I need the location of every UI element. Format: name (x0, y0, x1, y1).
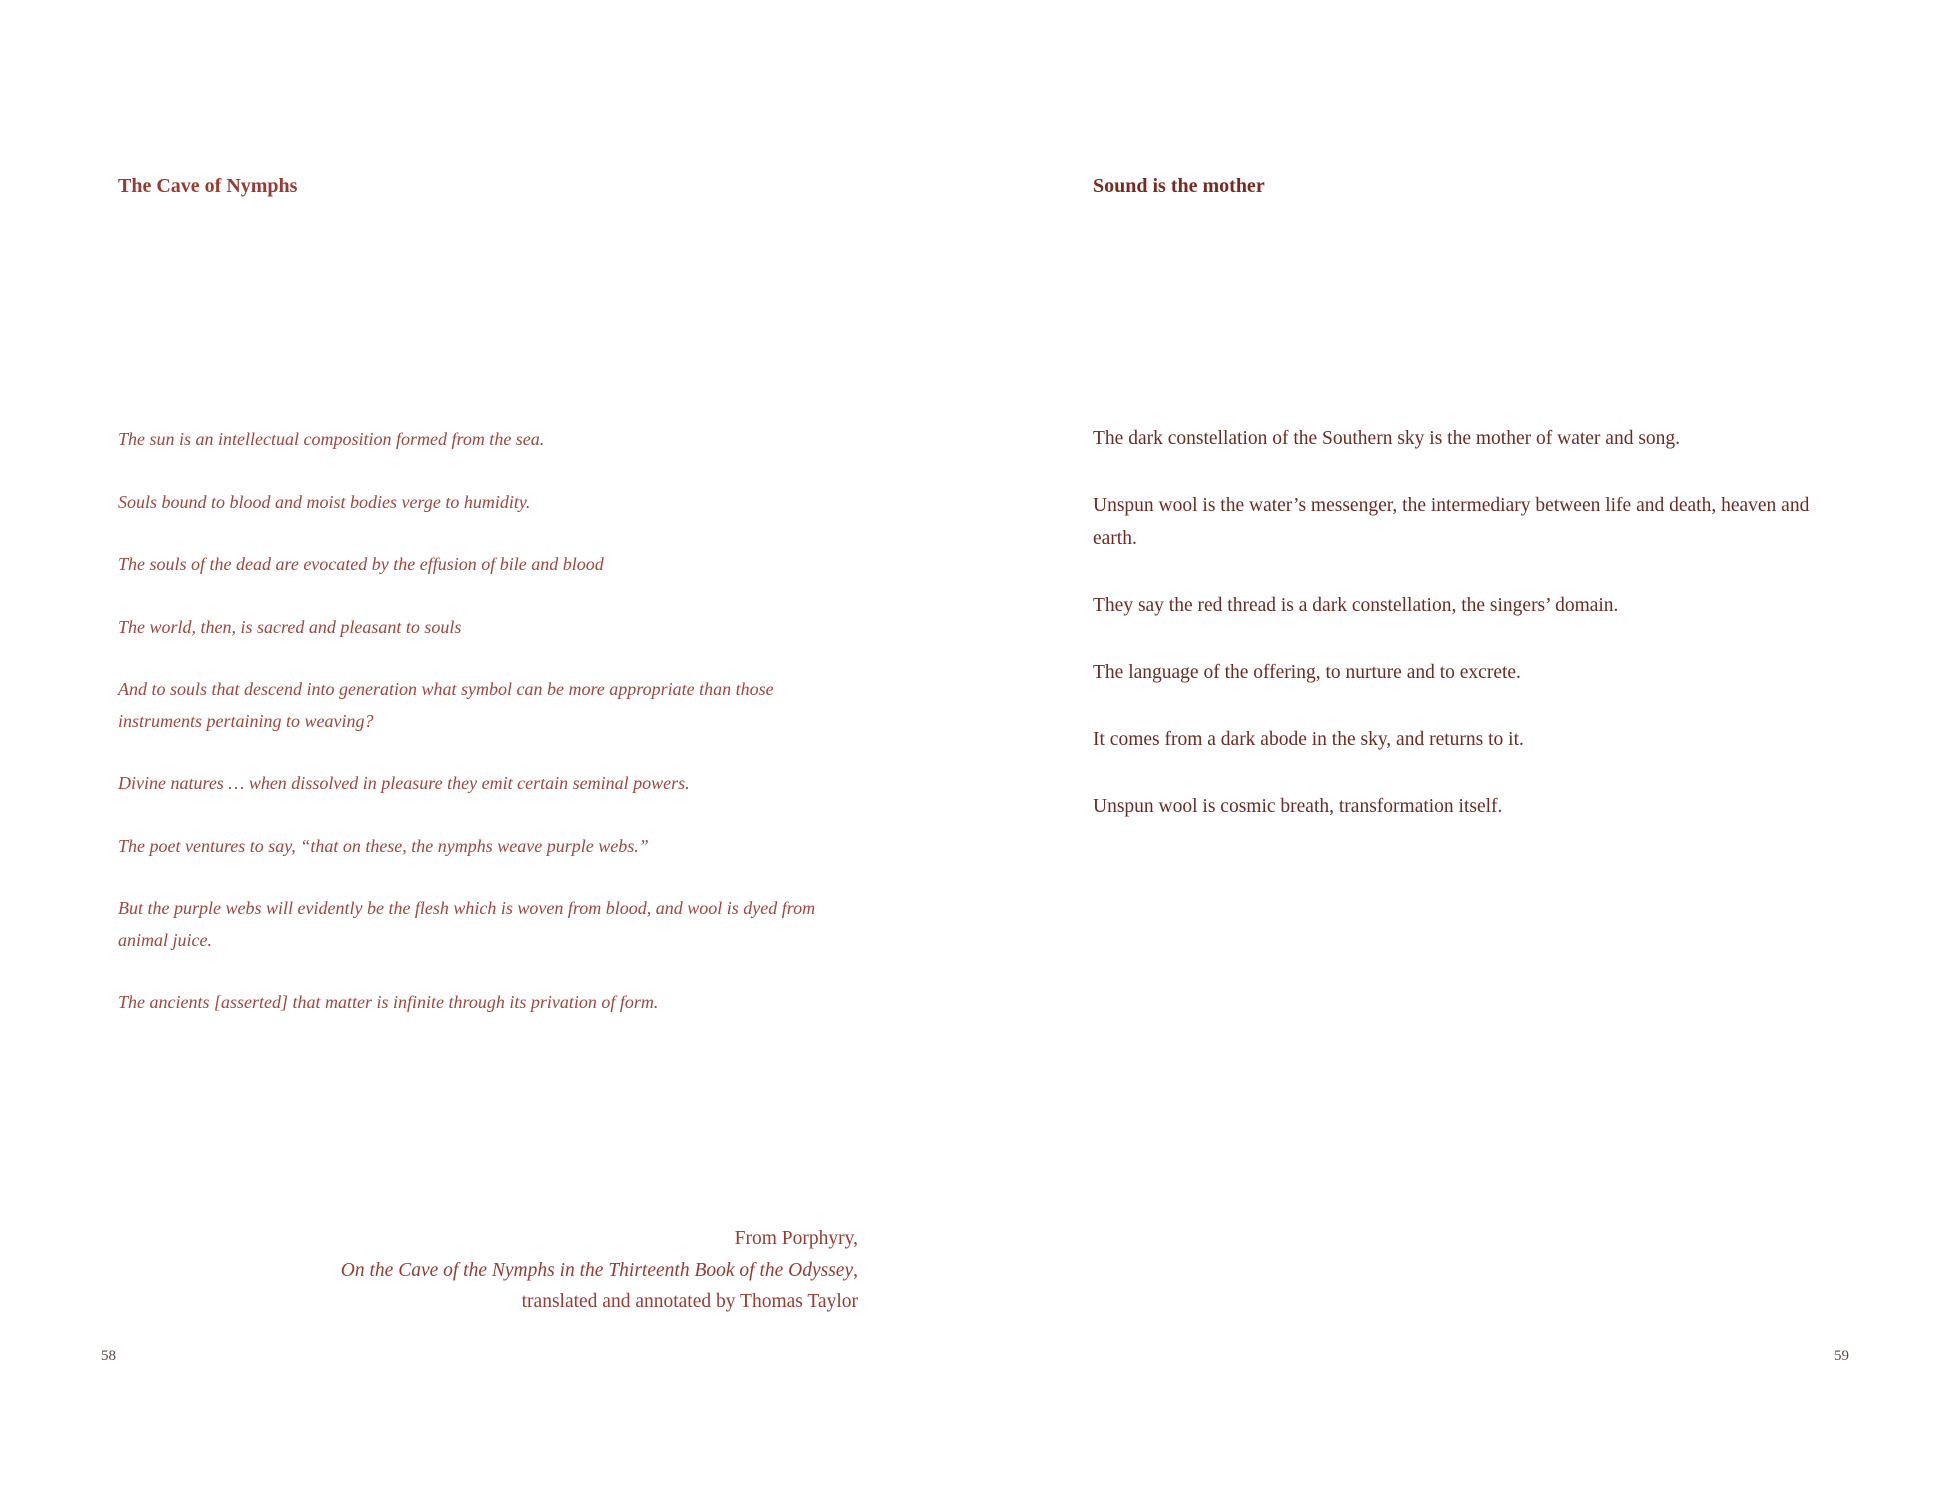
paragraph: The dark constellation of the Southern sky is the mother of water and song. (1093, 428, 1681, 449)
paragraph: Unspun wool is the water’s messenger, the intermediary between life and death, heaven and earth. (1093, 495, 1810, 549)
right-page (970, 0, 1941, 1500)
quote: The souls of the dead are evocated by the effusion of bile and blood (118, 554, 604, 574)
quote: The world, then, is sacred and pleasant to souls (118, 616, 462, 637)
page-number-left: 58 (101, 1348, 116, 1364)
quote: And to souls that descend into generation what symbol can be more appropriate than those instruments pertaining to weaving? (118, 679, 774, 731)
attribution-author: From Porphyry, (734, 1228, 858, 1249)
left-page (0, 0, 970, 1500)
paragraph: They say the red thread is a dark constellation, the singers’ domain. (1093, 595, 1619, 616)
quote: The poet ventures to say, “that on these, the nymphs weave purple webs.” (118, 835, 649, 856)
paragraph: It comes from a dark abode in the sky, and returns to it. (1093, 729, 1524, 750)
poem-paragraphs (1093, 422, 1828, 857)
paragraph: Unspun wool is cosmic breath, transformation itself. (1093, 796, 1503, 817)
attribution-work-title: On the Cave of the Nymphs in the Thirteenth Book of the Odyssey (340, 1259, 854, 1281)
page-number-right: 59 (1834, 1348, 1849, 1364)
quote: But the purple webs will evidently be the flesh which is woven from blood, and wool is dyed from animal juice. (118, 898, 816, 950)
right-page-title: Sound is the mother (1093, 175, 1265, 197)
source-attribution (341, 1223, 858, 1318)
porphyry-quotes (118, 424, 858, 1050)
quote: Divine natures … when dissolved in pleasure they emit certain seminal powers. (118, 773, 690, 793)
attribution-comma: , (853, 1259, 858, 1281)
paragraph: The language of the offering, to nurture and to excrete. (1093, 662, 1521, 683)
quote: The sun is an intellectual composition formed from the sea. (118, 429, 545, 449)
left-page-title: The Cave of Nymphs (118, 175, 298, 197)
quote: Souls bound to blood and moist bodies verge to humidity. (118, 491, 531, 512)
quote: The ancients [asserted] that matter is infinite through its privation of form. (118, 992, 659, 1012)
attribution-work-line (341, 1255, 858, 1287)
attribution-translator: translated and annotated by Thomas Taylor (521, 1291, 858, 1312)
